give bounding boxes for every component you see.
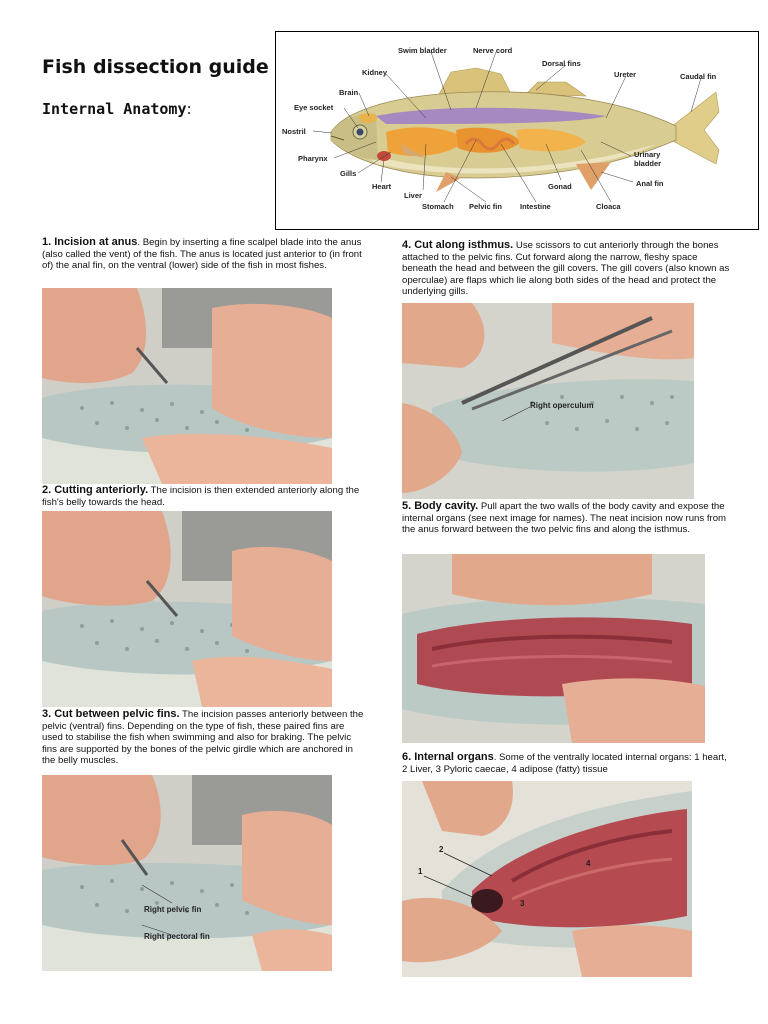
fish-anatomy-illustration <box>276 32 758 229</box>
step-3-text <box>42 709 367 767</box>
section-subtitle <box>42 100 192 118</box>
label-gonad: Gonad <box>548 182 572 191</box>
step-5-body: Pull apart the two walls of the body cavity and expose the internal organs (see next image for names). The neat incision now runs from the anus forward between the two pelvic fins and along the isthmus. <box>402 501 727 536</box>
subtitle-text: Internal Anatomy <box>42 100 187 118</box>
step-1-photo <box>42 288 332 484</box>
page-title: Fish dissection guide <box>42 56 269 78</box>
step-3-photo <box>42 775 332 971</box>
annotation-right-pectoral-fin: Right pectoral fin <box>144 932 210 941</box>
step-4-heading: 4. Cut along isthmus. <box>402 239 514 251</box>
step-2-heading: 2. Cutting anteriorly. <box>42 484 149 496</box>
label-urinary: Urinary <box>634 150 661 159</box>
step-5-heading: 5. Body cavity. <box>402 500 479 512</box>
label-nerve-cord: Nerve cord <box>473 46 513 55</box>
annotation-organ-3: 3 <box>520 899 525 908</box>
step-4-photo <box>402 303 694 499</box>
step-4-body: Use scissors to cut anteriorly through the bones attached to the pelvic fins. Cut forward along the narrow, fleshy space beneath the head and between the gill covers. The gill covers (also known as operculae) are flaps which lie along both sides of the head and protect the underlying gills. <box>402 240 730 298</box>
label-pelvic-fin: Pelvic fin <box>469 202 502 211</box>
label-pharynx: Pharynx <box>298 154 328 163</box>
step-3-body: The incision passes anteriorly between the pelvic (ventral) fins. Depending on the type of fish, these paired fins are used to stabilise the fish when swimming and also for braking. The pelvic fins are supported by the bones of the pelvic girdle which are anchored in the belly muscles. <box>42 709 364 767</box>
step-2-photo <box>42 511 332 707</box>
step-4-text <box>402 240 732 298</box>
step-5-photo <box>402 554 705 743</box>
step-2-text <box>42 485 367 508</box>
subtitle-colon: : <box>186 100 192 118</box>
step-6-text <box>402 752 732 775</box>
label-caudal-fin: Caudal fin <box>680 72 717 81</box>
label-brain: Brain <box>339 88 359 97</box>
label-kidney: Kidney <box>362 68 388 77</box>
step-1-body: . Begin by inserting a fine scalpel blade into the anus (also called the vent) of the fish. The anus is located just anterior to (in front of) the anal fin, on the ventral (lower) side of the fish in most fishes. <box>42 237 362 272</box>
label-liver: Liver <box>404 191 422 200</box>
step-3-heading: 3. Cut between pelvic fins. <box>42 708 180 720</box>
label-bladder: bladder <box>634 159 662 168</box>
annotation-organ-4: 4 <box>586 859 591 868</box>
annotation-right-pelvic-fin: Right pelvic fin <box>144 905 202 914</box>
label-intestine: Intestine <box>520 202 551 211</box>
label-heart: Heart <box>372 182 392 191</box>
step-6-photo <box>402 781 692 977</box>
annotation-organ-1: 1 <box>418 867 423 876</box>
annotation-right-operculum: Right operculum <box>530 401 594 410</box>
step-2-body: The incision is then extended anteriorly along the fish's belly towards the head. <box>42 485 360 508</box>
label-ureter: Ureter <box>614 70 637 79</box>
step-5-text <box>402 501 732 536</box>
label-stomach: Stomach <box>422 202 454 211</box>
label-cloaca: Cloaca <box>596 202 621 211</box>
step-6-heading: 6. Internal organs <box>402 751 494 763</box>
label-nostril: Nostril <box>282 127 306 136</box>
label-dorsal-fins: Dorsal fins <box>542 59 581 68</box>
anatomy-diagram <box>275 31 759 230</box>
label-swim-bladder: Swim bladder <box>398 46 447 55</box>
step-6-body: . Some of the ventrally located internal organs: 1 heart, 2 Liver, 3 Pyloric caecae, 4 adipose (fatty) tissue <box>402 752 727 775</box>
label-anal-fin: Anal fin <box>636 179 664 188</box>
step-1-heading: 1. Incision at anus <box>42 236 138 248</box>
label-gills: Gills <box>340 169 357 178</box>
step-1-text <box>42 237 367 272</box>
label-eye-socket: Eye socket <box>294 103 334 112</box>
annotation-organ-2: 2 <box>439 845 444 854</box>
